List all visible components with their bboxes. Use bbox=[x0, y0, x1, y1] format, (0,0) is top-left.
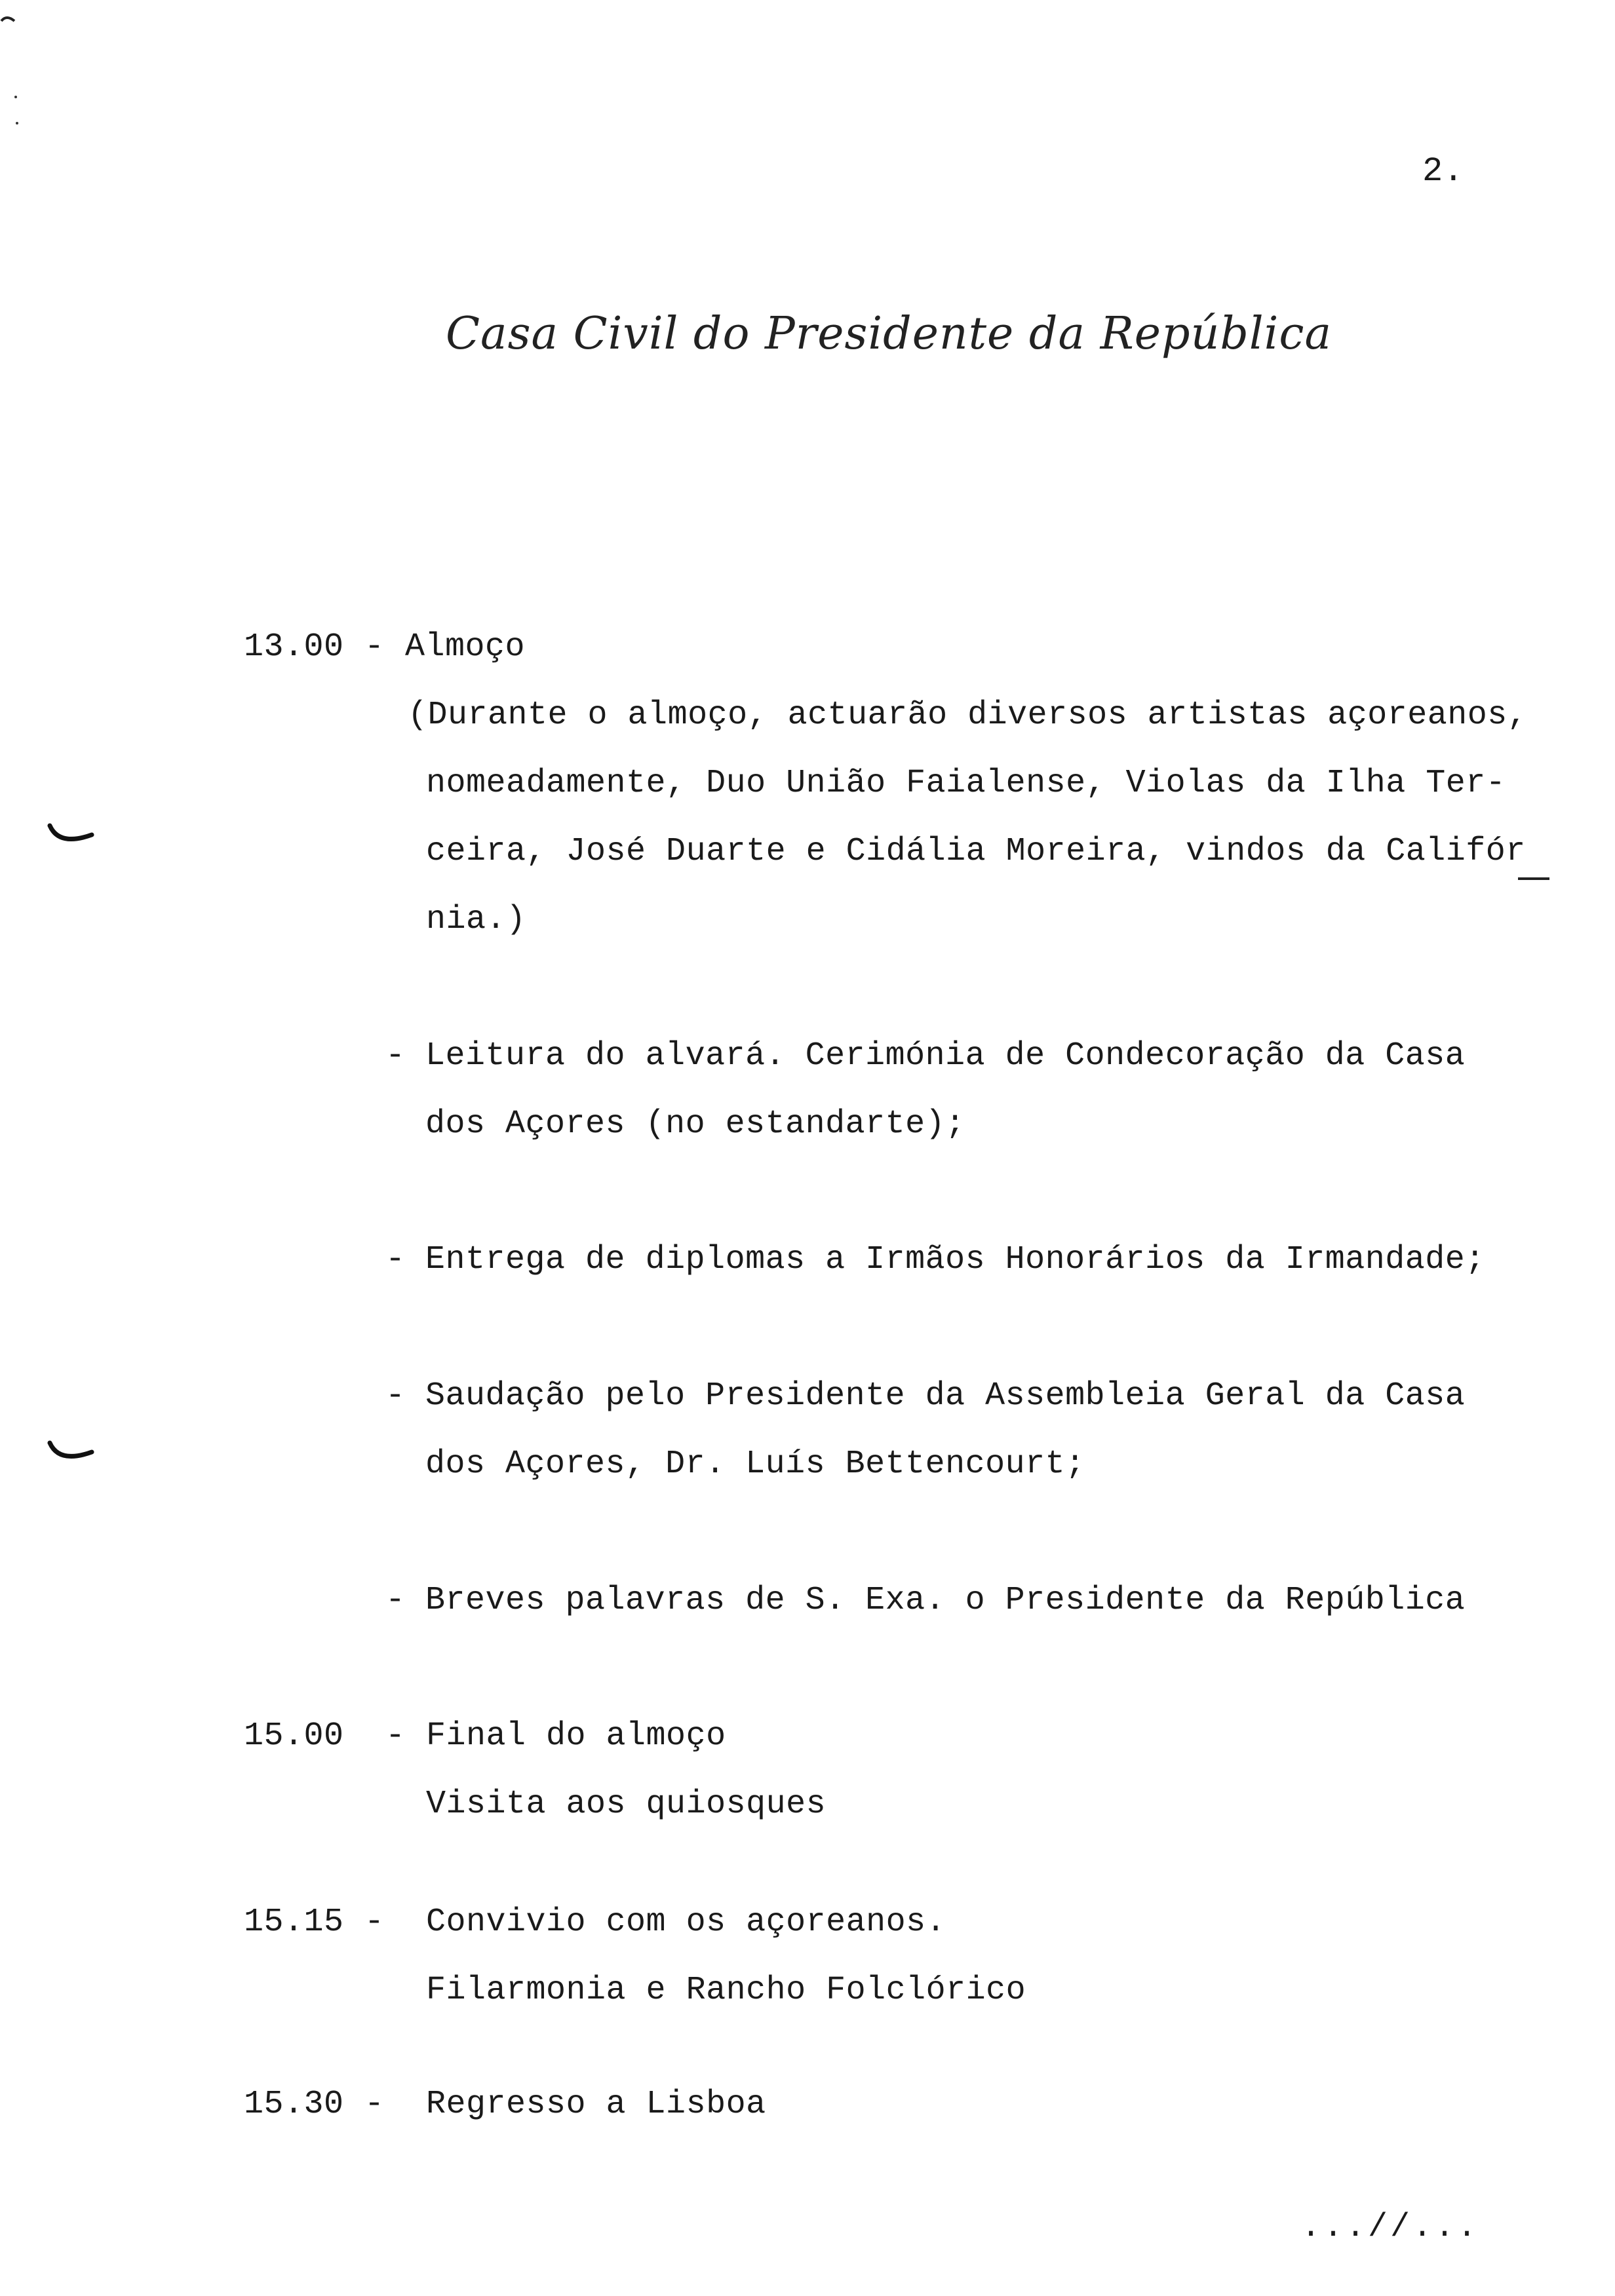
paragraph-line: nia.) bbox=[426, 901, 526, 938]
letterhead: Casa Civil do Presidente da República bbox=[446, 308, 1333, 360]
schedule-time: 13.00 bbox=[244, 628, 344, 666]
paragraph-line: ceira, José Duarte e Cidália Moreira, vindos da Califór bbox=[426, 833, 1526, 870]
page-number: 2. bbox=[1422, 152, 1464, 191]
margin-bracket-mark bbox=[46, 1438, 96, 1469]
schedule-line: Filarmonia e Rancho Folclórico bbox=[426, 1972, 1026, 2009]
schedule-time: 15.30 bbox=[244, 2086, 344, 2123]
margin-dot-marks bbox=[12, 92, 21, 131]
schedule-dash: - bbox=[385, 1717, 406, 1755]
paragraph-line: nomeadamente, Duo União Faialense, Violas da Ilha Ter- bbox=[426, 765, 1506, 802]
list-item-line: - Breves palavras de S. Exa. o Presidente da República bbox=[385, 1582, 1466, 1619]
list-item-line: - Entrega de diplomas a Irmãos Honorários da Irmandade; bbox=[385, 1241, 1485, 1278]
schedule-line: Visita aos quiosques bbox=[426, 1786, 827, 1823]
continuation-marker: ...//... bbox=[1301, 2209, 1480, 2246]
paragraph-line: (Durante o almoço, actuarão diversos artistas açoreanos, bbox=[408, 697, 1528, 734]
list-item-line: dos Açores (no estandarte); bbox=[385, 1105, 965, 1143]
schedule-time: 15.15 bbox=[244, 1904, 344, 1941]
schedule-title: Almoço bbox=[405, 628, 526, 666]
schedule-line: Convivio com os açoreanos. bbox=[426, 1904, 946, 1941]
schedule-line: Regresso a Lisboa bbox=[426, 2086, 766, 2123]
list-item-line: - Leitura do alvará. Cerimónia de Condecoração da Casa bbox=[385, 1037, 1466, 1075]
list-item-line: - Saudação pelo Presidente da Assembleia Geral da Casa bbox=[385, 1377, 1466, 1415]
schedule-dash: - bbox=[364, 628, 385, 666]
punch-hole-mark-top bbox=[0, 13, 20, 29]
margin-bracket-mark bbox=[46, 820, 96, 852]
list-item-line: dos Açores, Dr. Luís Bettencourt; bbox=[385, 1445, 1085, 1483]
underline-mark bbox=[1518, 875, 1551, 882]
schedule-time: 15.00 bbox=[244, 1717, 344, 1755]
schedule-dash: - bbox=[364, 2086, 385, 2123]
schedule-dash: - bbox=[364, 1904, 385, 1941]
schedule-line: Final do almoço bbox=[426, 1717, 726, 1755]
